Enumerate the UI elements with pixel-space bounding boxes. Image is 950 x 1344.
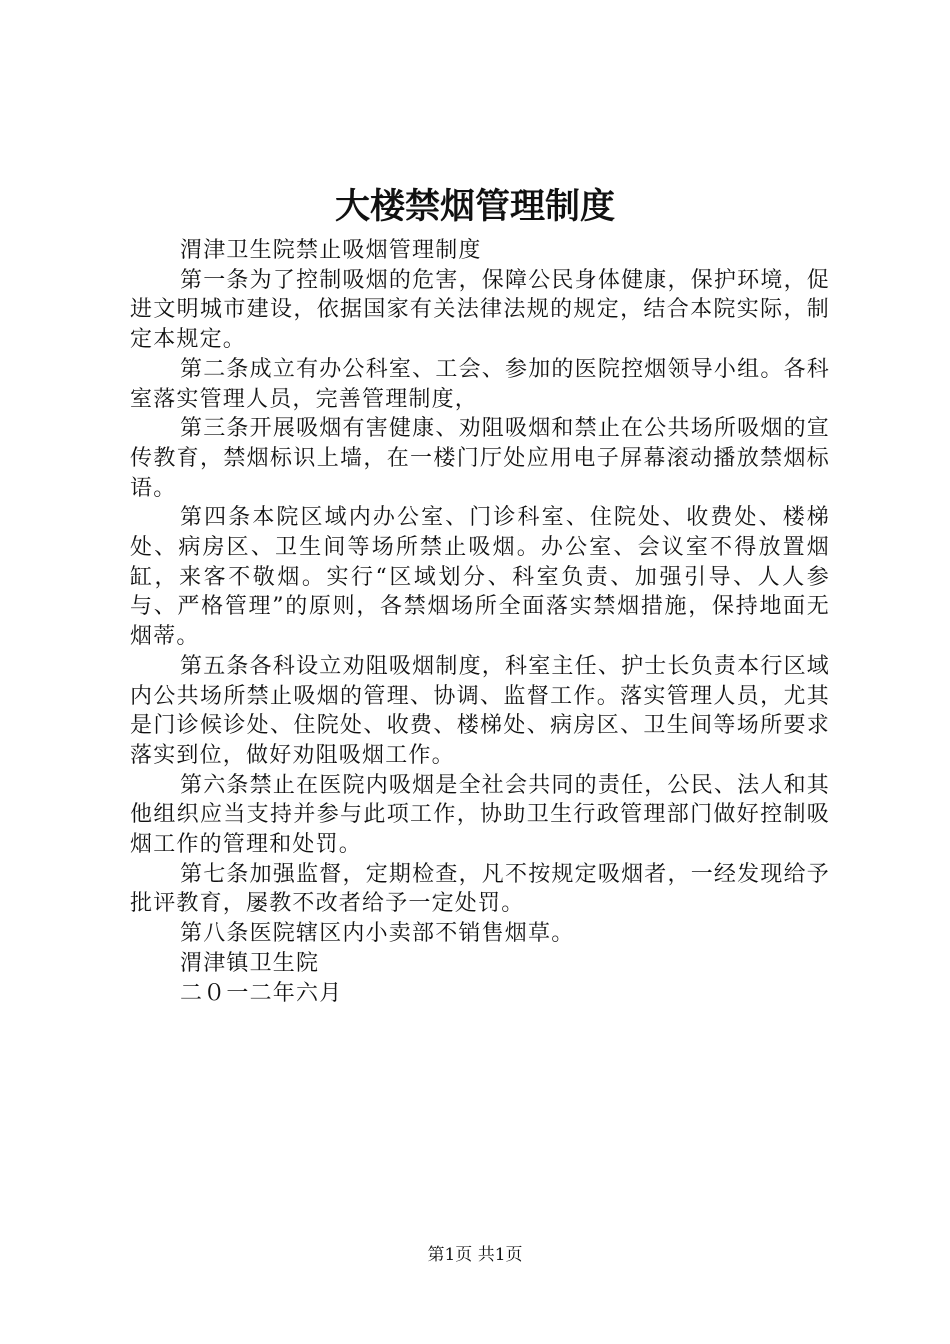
document-body <box>130 236 830 1008</box>
page-footer: 第1页 共1页 <box>427 1245 523 1265</box>
signature-date: 二０一二年六月 <box>180 980 343 1006</box>
document-title: 大楼禁烟管理制度 <box>334 186 615 227</box>
paragraph-article-7: 第七条加强监督，定期检查，凡不按规定吸烟者，一经发现给予批评教育，屡教不改者给予一定处罚。 <box>130 861 830 917</box>
paragraph-article-3: 第三条开展吸烟有害健康、劝阻吸烟和禁止在公共场所吸烟的宣传教育，禁烟标识上墙，在一楼门厅处应用电子屏幕滚动播放禁烟标语。 <box>130 416 830 501</box>
paragraph-article-2: 第二条成立有办公科室、工会、参加的医院控烟领导小组。各科室落实管理人员，完善管理制度， <box>130 356 830 412</box>
signature-organization: 渭津镇卫生院 <box>180 950 320 976</box>
paragraph-article-4: 第四条本院区域内办公室、门诊科室、住院处、收费处、楼梯处、病房区、卫生间等场所禁止吸烟。办公室、会议室不得放置烟缸，来客不敬烟。实行“区域划分、科室负责、加强引导、人人参与、严格管理”的原则，各禁烟场所全面落实禁烟措施，保持地面无烟蒂。 <box>130 505 830 650</box>
paragraph-subtitle: 渭津卫生院禁止吸烟管理制度 <box>180 238 482 263</box>
paragraph-article-1: 第一条为了控制吸烟的危害，保障公民身体健康，保护环境，促进文明城市建设，依据国家有关法律法规的规定，结合本院实际，制定本规定。 <box>130 267 830 353</box>
paragraph-article-5: 第五条各科设立劝阻吸烟制度，科室主任、护士长负责本行区域内公共场所禁止吸烟的管理、协调、监督工作。落实管理人员，尤其是门诊候诊处、住院处、收费、楼梯处、病房区、卫生间等场所要求落实到位，做好劝阻吸烟工作。 <box>130 653 830 768</box>
paragraph-article-6: 第六条禁止在医院内吸烟是全社会共同的责任，公民、法人和其他组织应当支持并参与此项工作，协助卫生行政管理部门做好控制吸烟工作的管理和处罚。 <box>130 772 830 858</box>
paragraph-article-8: 第八条医院辖区内小卖部不销售烟草。 <box>180 921 575 947</box>
